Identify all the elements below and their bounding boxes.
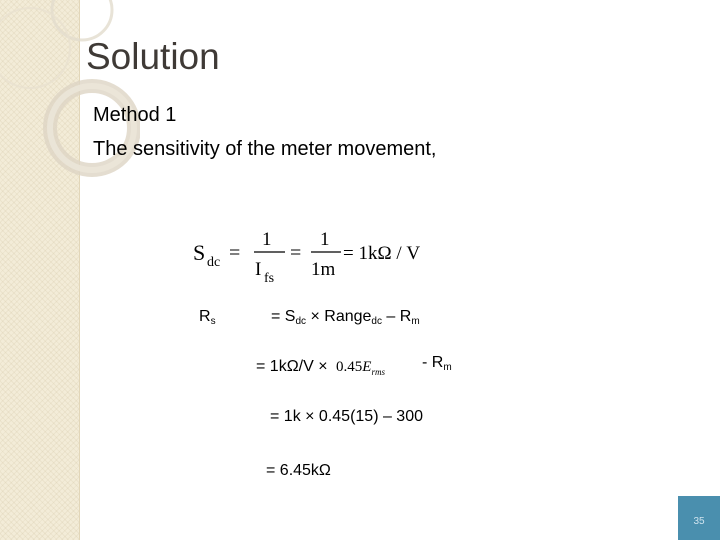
step-line-2 [256,358,385,377]
formula-frac1-den: I [255,259,262,280]
rs-eq-sub2: dc [371,316,382,327]
page-number: 35 [693,516,705,527]
formula-frac2-num: 1 [320,229,330,250]
rs-label [199,308,216,327]
formula-lhs: S [193,240,206,265]
step-line-4: = 6.45kΩ [266,462,331,479]
page-number-box [678,496,720,540]
step2-expr-coef: 0.45 [336,359,363,375]
rs-label-main: R [199,308,211,325]
step-line-3: = 1k × 0.45(15) – 300 [270,408,423,425]
step2-text: = 1kΩ/V × [256,358,328,375]
step2-expr-sub: rms [371,367,385,377]
page-title: Solution [86,36,220,77]
formula-frac1-num: 1 [262,229,272,250]
step2-expr-var: E [362,359,372,375]
decorative-circles [0,0,140,200]
formula-frac1-den-sub: fs [264,271,275,286]
sensitivity-formula [193,226,453,288]
step2-minus-sub: m [443,362,452,373]
formula-eq1: = [229,242,241,264]
formula-frac2-den: 1m [311,259,336,280]
formula-rhs: = 1kΩ / V [343,243,421,264]
rs-eq-sub1: dc [295,316,307,327]
step-line-2-minus [422,354,452,373]
method-label: Method 1 [93,104,177,126]
rs-eq-sub3: m [411,316,420,327]
step2-minus: - R [422,354,444,371]
rs-equation [271,308,420,327]
formula-lhs-sub: dc [207,255,221,270]
step2-expression [336,359,385,375]
rs-eq-part1: = S [271,308,296,325]
rs-eq-part3: – R [381,308,412,325]
rs-eq-part2: × Range [306,308,372,325]
rs-label-sub: s [210,316,216,327]
formula-eq2: = [290,242,302,264]
sensitivity-description: The sensitivity of the meter movement, [93,138,437,160]
